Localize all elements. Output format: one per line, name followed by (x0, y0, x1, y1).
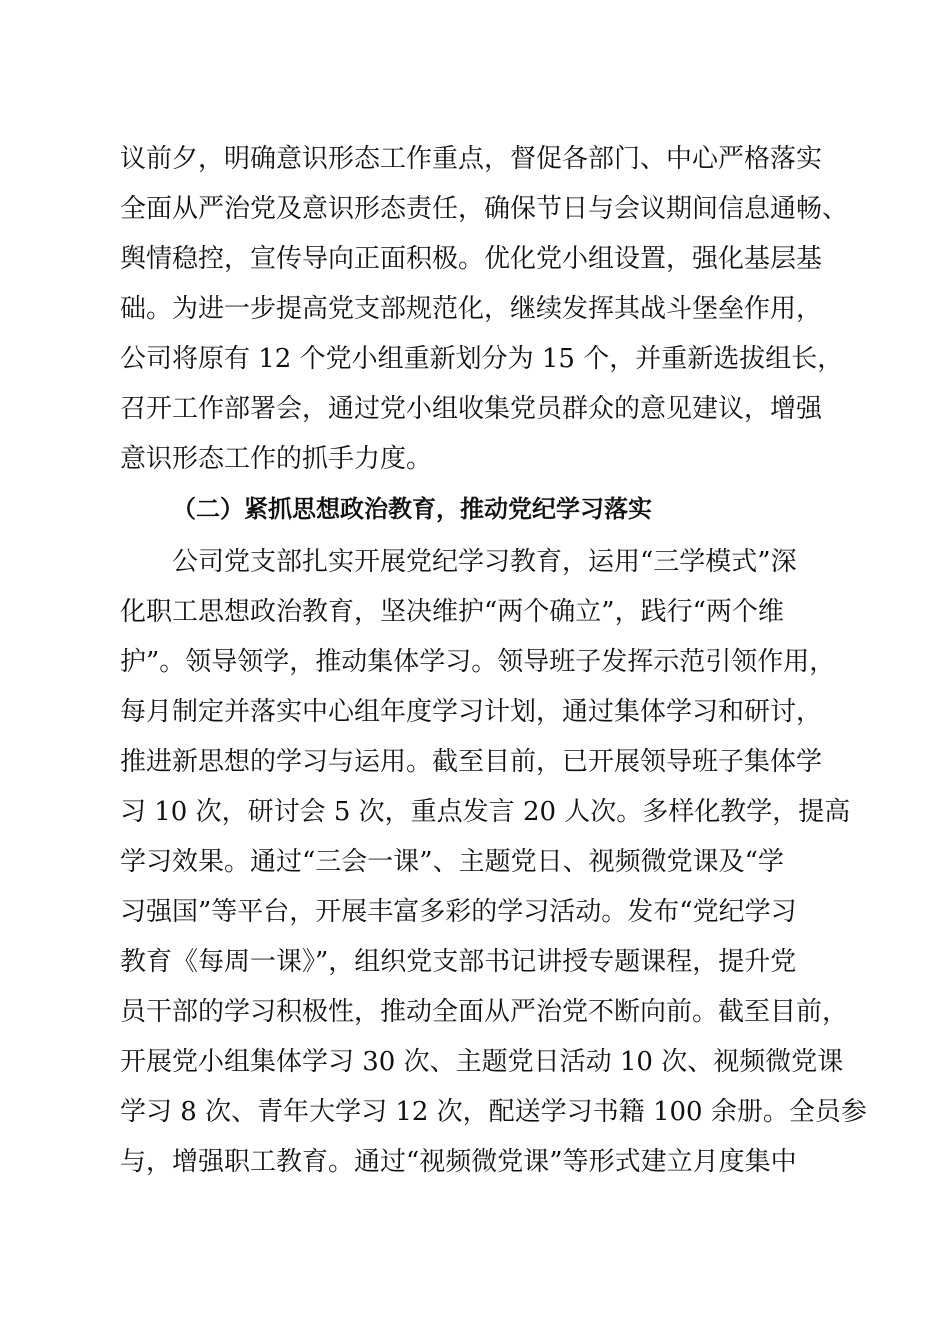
paragraph-line: 学习 8 次、青年大学习 12 次，配送学习书籍 100 余册。全员参 (120, 1097, 867, 1127)
paragraph-line: 每月制定并落实中心组年度学习计划，通过集体学习和研讨， (120, 697, 823, 727)
paragraph-line: 习 10 次，研讨会 5 次，重点发言 20 人次。多样化教学，提高 (120, 797, 851, 827)
paragraph-line: 化职工思想政治教育，坚决维护“两个确立”，践行“两个维 (120, 597, 784, 627)
paragraph-line: 习强国”等平台，开展丰富多彩的学习活动。发布“党纪学习 (120, 897, 797, 927)
paragraph-line: 员干部的学习积极性，推动全面从严治党不断向前。截至目前， (120, 997, 849, 1027)
paragraph-line: 舆情稳控，宣传导向正面积极。优化党小组设置，强化基层基 (120, 244, 823, 274)
paragraph-line: 护”。领导领学，推动集体学习。领导班子发挥示范引领作用， (120, 647, 836, 677)
paragraph-line: 公司党支部扎实开展党纪学习教育，运用“三学模式”深 (172, 547, 797, 577)
paragraph-line: 公司将原有 12 个党小组重新划分为 15 个，并重新选拔组长， (120, 344, 844, 374)
paragraph-line: 意识形态工作的抓手力度。 (120, 444, 433, 474)
paragraph-line: 召开工作部署会，通过党小组收集党员群众的意见建议，增强 (120, 394, 823, 424)
paragraph-line: 推进新思想的学习与运用。截至目前，已开展领导班子集体学 (120, 747, 823, 777)
paragraph-line: 全面从严治党及意识形态责任，确保节日与会议期间信息通畅、 (120, 194, 849, 224)
paragraph-line: 开展党小组集体学习 30 次、主题党日活动 10 次、视频微党课 (120, 1047, 844, 1077)
section-heading: （二）紧抓思想政治教育，推动党纪学习落实 (172, 495, 652, 523)
paragraph-line: 学习效果。通过“三会一课”、主题党日、视频微党课及“学 (120, 847, 784, 877)
paragraph-line: 础。为进一步提高党支部规范化，继续发挥其战斗堡垒作用， (120, 294, 823, 324)
paragraph-line: 议前夕，明确意识形态工作重点，督促各部门、中心严格落实 (120, 144, 823, 174)
paragraph-line: 与，增强职工教育。通过“视频微党课”等形式建立月度集中 (120, 1147, 797, 1177)
paragraph-line: 教育《每周一课》”，组织党支部书记讲授专题课程，提升党 (120, 947, 797, 977)
